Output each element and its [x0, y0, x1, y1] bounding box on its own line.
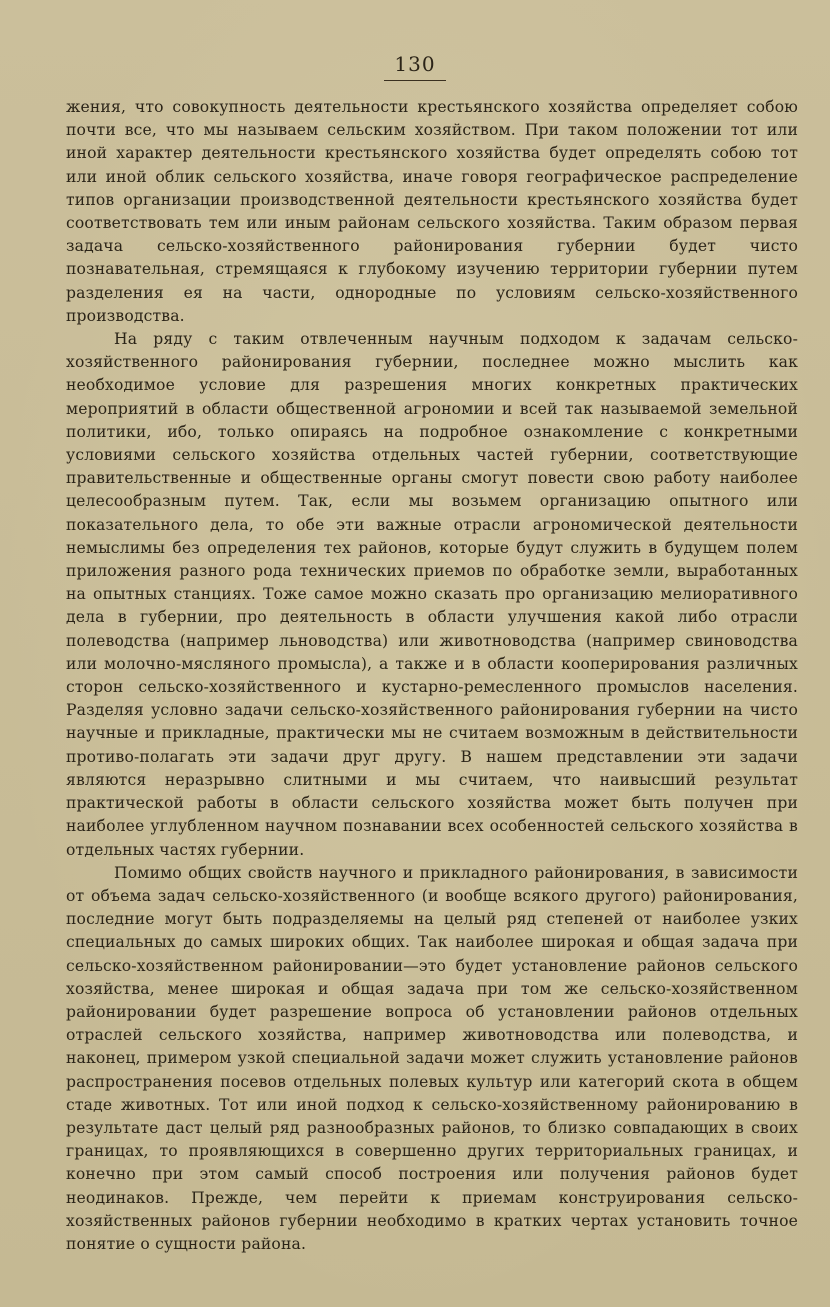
- paragraph-3: Помимо общих свойств научного и прикладного районирования, в зависимости от объема задач сельско-хозяйственного (и вообще всякого другого) районирования, последние могут быть подразделяемы на целый ряд степеней от наиболее узких специальных до самых широких общих. Так наиболее широкая и общая задача при сельско-хозяйственном районировании—это будет установление районов сельского хозяйства, менее широкая и общая задача при том же сельско-хозяйственном районировании будет разрешение вопроса об установлении районов отдельных отраслей сельского хозяйства, например животноводства или полеводства, и наконец, примером узкой специальной задачи может служить установление районов распространения посевов отдельных полевых культур или категорий скота в общем стаде животных. Тот или иной подход к сельско-хозяйственному районированию в результате даст целый ряд разнообразных районов, то близко совпадающих в своих границах, то проявляющихся в совершенно других территориальных границах, и конечно при этом самый способ построения или получения районов будет неодинаков. Прежде, чем перейти к приемам конструирования сельско-хозяйственных районов губернии необходимо в кратких чертах установить точное понятие о сущности района.: [66, 863, 798, 1253]
- page-number: [0, 52, 830, 81]
- page-number-label: 130: [384, 52, 445, 81]
- paragraph-2: На ряду с таким отвлеченным научным подходом к задачам сельско-хозяйственного районирования губернии, последнее можно мыслить как необходимое условие для разрешения многих конкретных практических мероприятий в области общественной агрономии и всей так называемой земельной политики, ибо, только опираясь на подробное ознакомление с конкретными условиями сельского хозяйства отдельных частей губернии, соответствующие правительственные и общественные органы смогут повести свою работу наиболее целесообразным путем. Так, если мы возьмем организацию опытного или показательного дела, то обе эти важные отрасли агрономической деятельности немыслимы без определения тех районов, которые будут служить в будущем полем приложения разного рода технических приемов по обработке земли, выработанных на опытных станциях. Тоже самое можно сказать про организацию мелиоративного дела в губернии, про деятельность в области улучшения какой либо отрасли полеводства (например льноводства) или животноводства (например свиноводства или молочно-мясляного промысла), а также и в области кооперирования различных сторон сельско-хозяйственного и кустарно-ремесленного промыслов населения. Разделяя условно задачи сельско-хозяйственного районирования губернии на чисто научные и прикладные, практически мы не считаем возможным в действительности противо-полагать эти задачи друг другу. В нашем представлении эти задачи являются неразрывно слитными и мы считаем, что наивысший результат практической работы в области сельского хозяйства может быть получен при наиболее углубленном научном познавании всех особенностей сельского хозяйства в отдельных частях губернии.: [66, 330, 798, 859]
- body-text: [66, 96, 798, 1256]
- paragraph-1: жения, что совокупность деятельности крестьянского хозяйства определяет собою почти все, что мы называем сельским хозяйством. При таком положении тот или иной характер деятельности крестьянского хозяйства будет определять собою тот или иной облик сельского хозяйства, иначе говоря географическое распределение типов организации производственной деятельности крестьянского хозяйства будет соответствовать тем или иным районам сельского хозяйства. Таким образом первая задача сельско-хозяйственного районирования губернии будет чисто познавательная, стремящаяся к глубокому изучению территории губернии путем разделения ея на части, однородные по условиям сельско-хозяйственного производства.: [66, 98, 798, 325]
